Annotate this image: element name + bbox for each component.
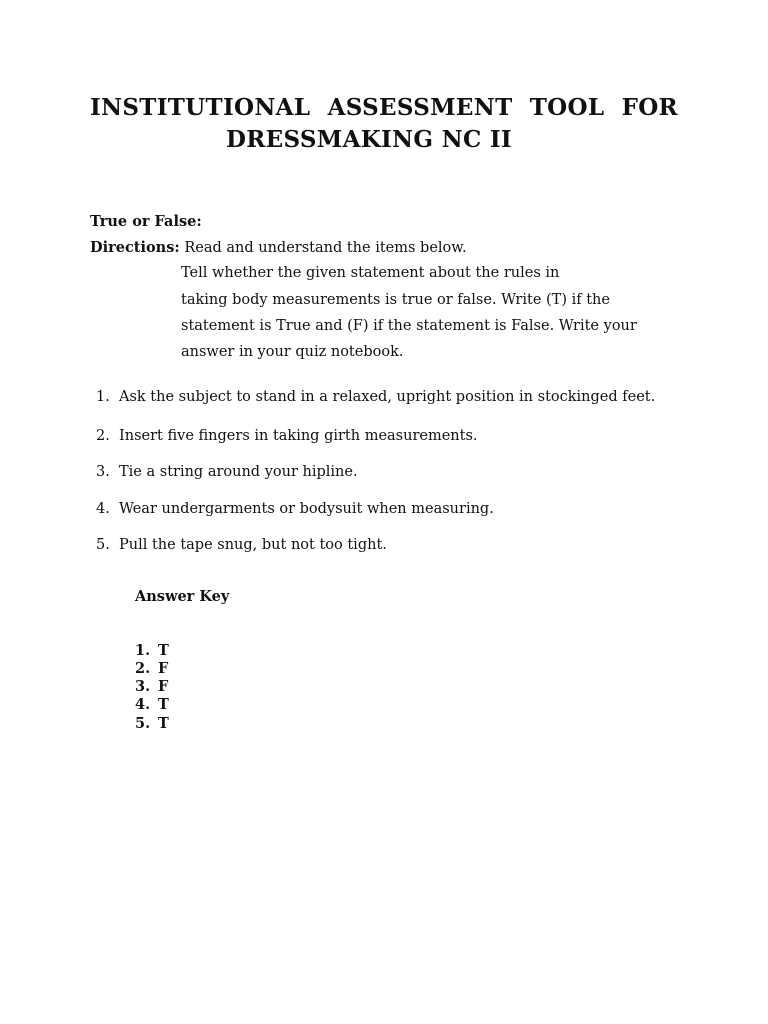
directions-text-line: taking body measurements is true or false. Write (T) if the <box>181 292 610 308</box>
answer-value: T <box>158 715 169 732</box>
list-item <box>96 464 358 480</box>
directions-text-line: answer in your quiz notebook. <box>181 344 404 360</box>
directions-text-line: statement is True and (F) if the statement is False. Write your <box>181 318 637 334</box>
answer-item <box>135 715 169 732</box>
item-number: 5. <box>96 537 110 553</box>
answer-item <box>135 660 168 677</box>
document-subtitle: DRESSMAKING NC II <box>226 126 512 153</box>
directions-line <box>90 239 467 256</box>
list-item <box>96 389 655 405</box>
item-number: 1. <box>96 389 110 405</box>
title-word: INSTITUTIONAL <box>90 94 311 121</box>
answer-value: F <box>158 678 169 695</box>
document-title <box>90 94 678 121</box>
item-text: Wear undergarments or bodysuit when measuring. <box>119 501 494 517</box>
title-word: FOR <box>621 94 678 121</box>
list-item <box>96 537 387 553</box>
answer-item <box>135 696 169 713</box>
answer-item <box>135 678 168 695</box>
section-label: True or False: <box>90 213 202 230</box>
item-text: Insert five fingers in taking girth measurements. <box>119 428 478 444</box>
answer-number: 5. <box>135 715 151 732</box>
answer-item <box>135 642 169 659</box>
item-number: 3. <box>96 464 110 480</box>
title-word: ASSESSMENT <box>327 94 513 121</box>
answer-number: 4. <box>135 696 151 713</box>
answer-value: F <box>158 660 169 677</box>
title-word: TOOL <box>529 94 605 121</box>
item-number: 4. <box>96 501 110 517</box>
directions-text-line: Tell whether the given statement about the rules in <box>181 265 560 281</box>
answer-key-heading: Answer Key <box>135 588 230 605</box>
answer-value: T <box>158 696 169 713</box>
list-item <box>96 501 494 517</box>
directions-label: Directions: <box>90 239 180 256</box>
item-text: Pull the tape snug, but not too tight. <box>119 537 387 553</box>
directions-first-line: Read and understand the items below. <box>184 240 467 256</box>
answer-value: T <box>158 642 169 659</box>
list-item <box>96 428 478 444</box>
item-number: 2. <box>96 428 110 444</box>
answer-number: 3. <box>135 678 151 695</box>
item-text: Tie a string around your hipline. <box>119 464 358 480</box>
answer-number: 1. <box>135 642 151 659</box>
answer-number: 2. <box>135 660 151 677</box>
item-text: Ask the subject to stand in a relaxed, upright position in stockinged feet. <box>119 389 656 405</box>
